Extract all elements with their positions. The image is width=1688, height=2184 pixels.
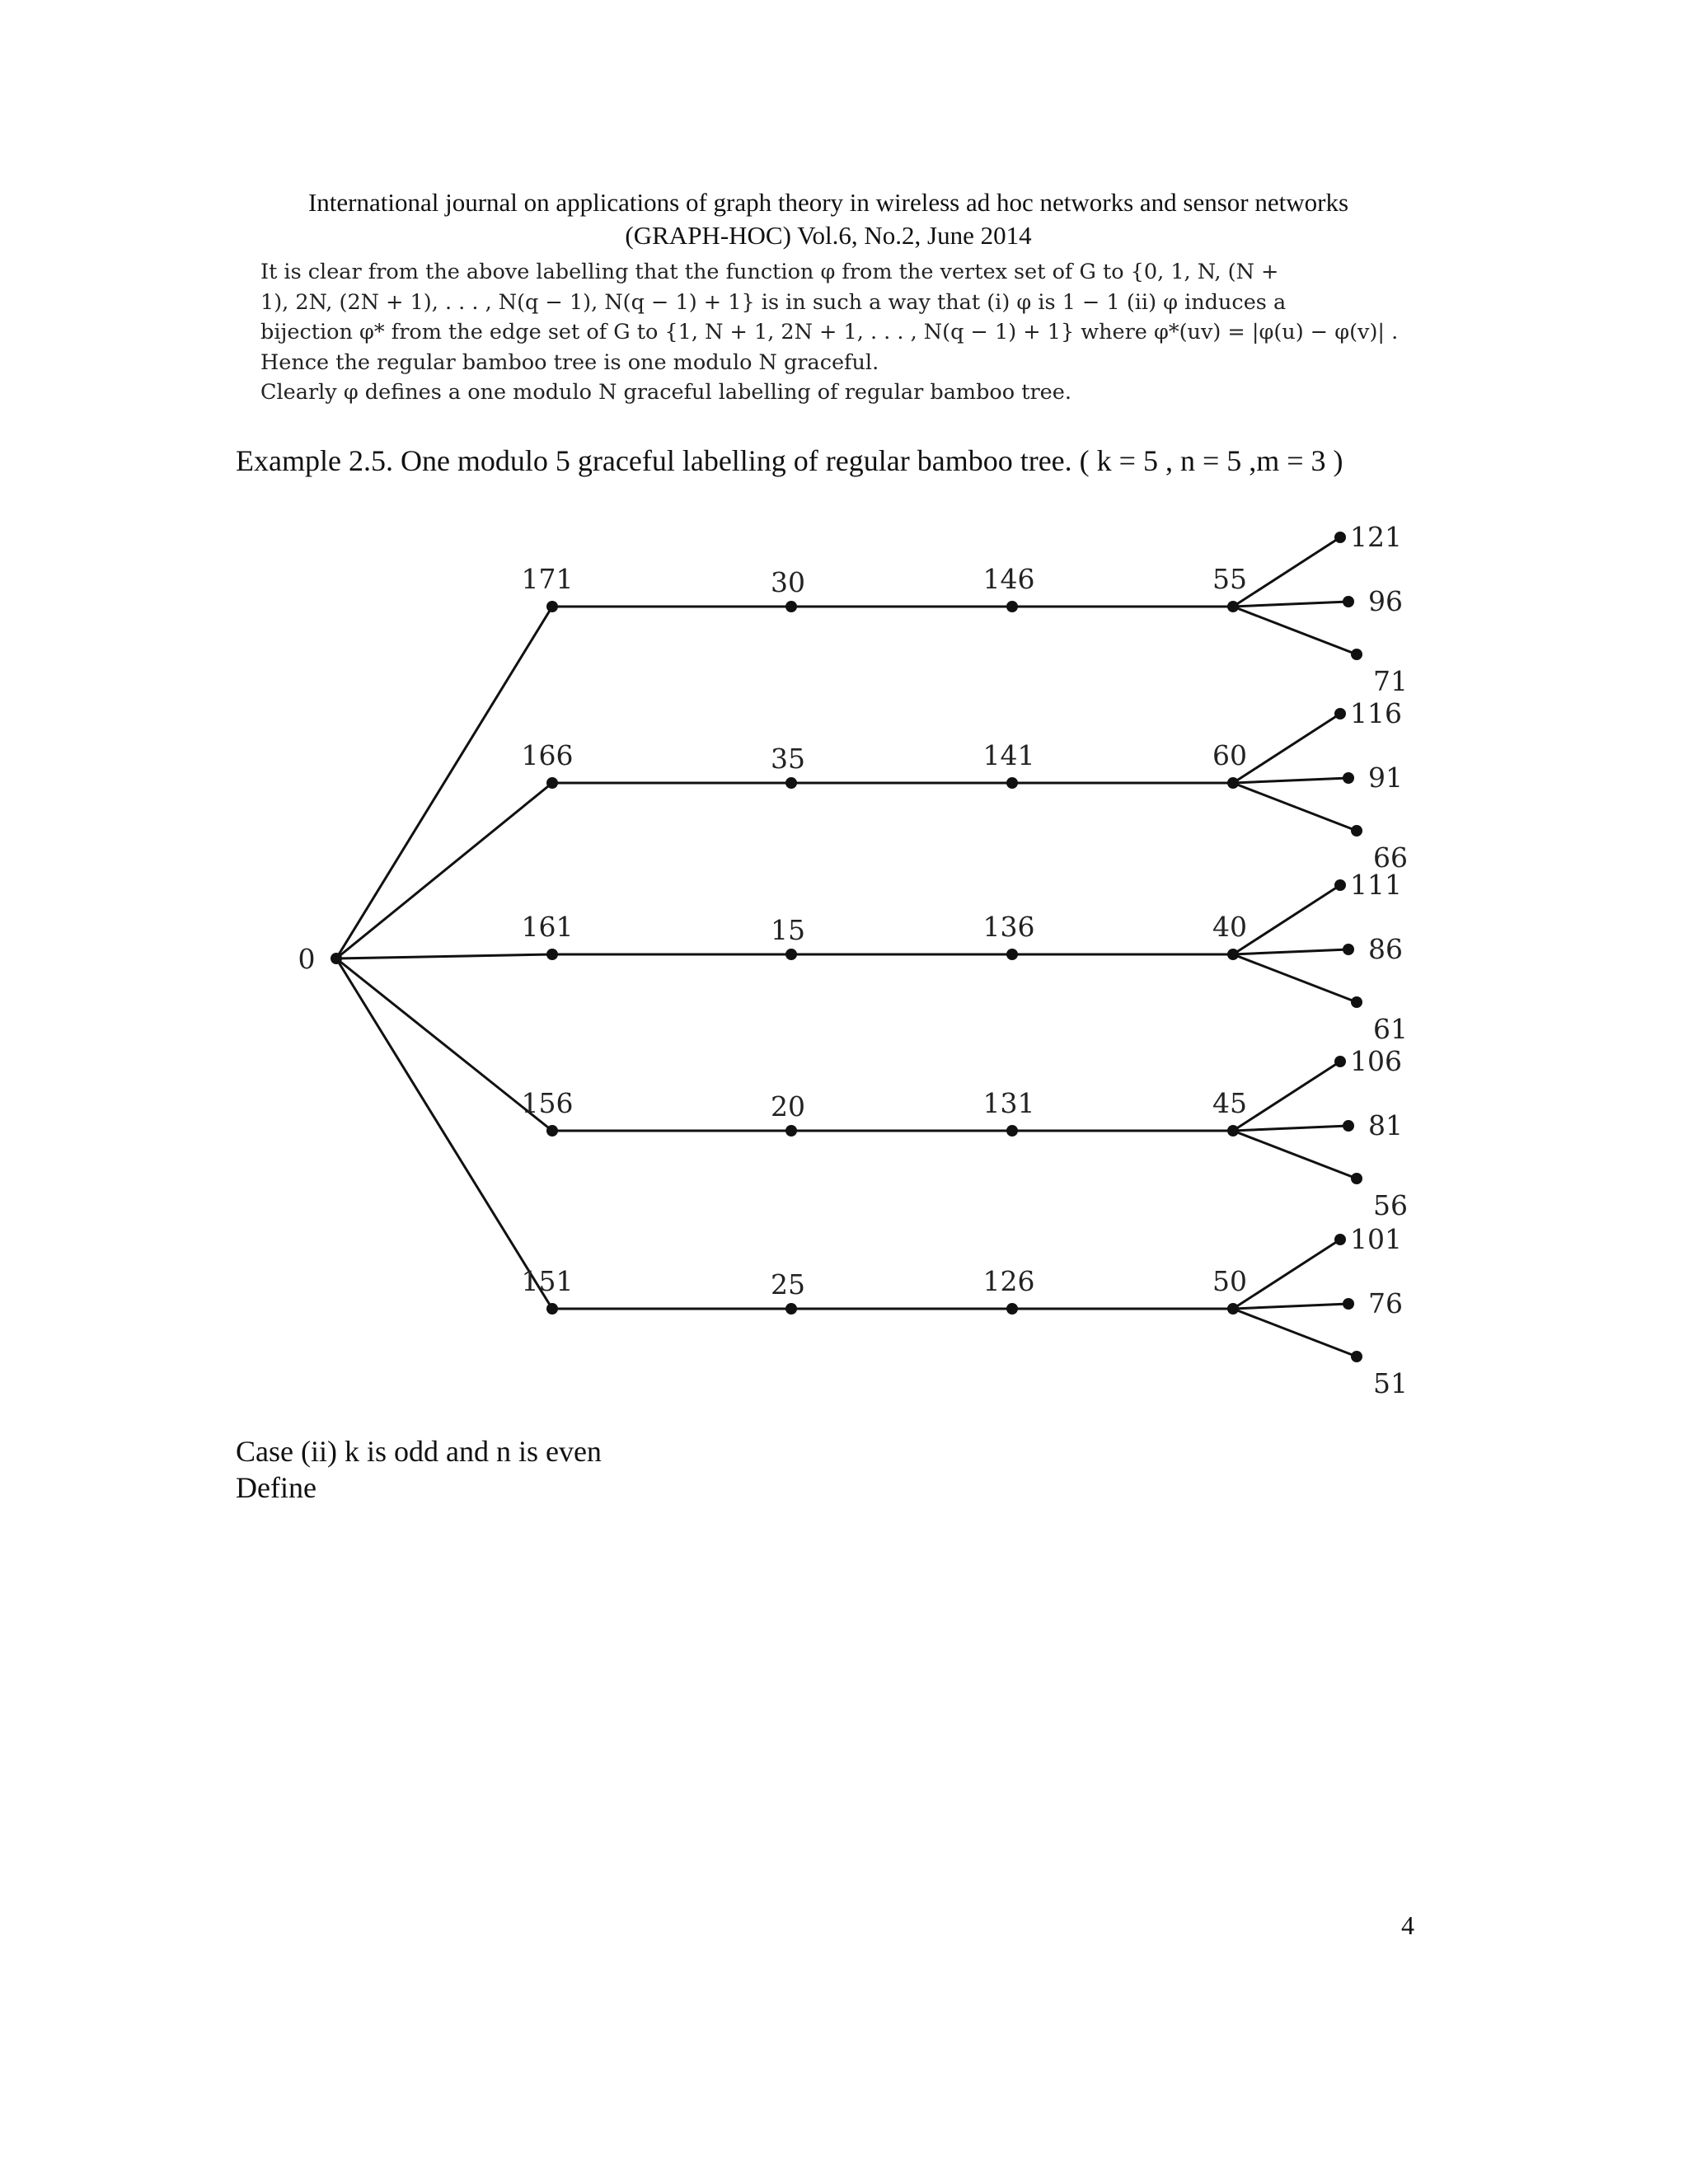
path-vertex-label: 156 [521,1087,574,1119]
path-vertex-label: 151 [521,1265,574,1297]
leaf-vertex-label: 56 [1373,1189,1408,1221]
root-spoke-edge [336,607,552,958]
path-vertex-label: 136 [982,911,1035,943]
root-spoke-edge [336,958,552,1131]
path-vertex [546,1303,558,1315]
path-vertex-label: 141 [982,739,1035,771]
paragraph-line: Hence the regular bamboo tree is one modulo N graceful. [260,349,879,375]
path-vertex-label: 171 [521,563,574,595]
path-vertex [785,777,797,789]
leaf-vertex-label: 121 [1350,521,1402,553]
root-vertex [331,953,342,964]
leaf-vertex [1334,879,1346,891]
case-heading: Case (ii) k is odd and n is even [236,1435,602,1468]
leaf-edge [1233,1131,1357,1179]
example-title: Example 2.5. One modulo 5 graceful labelling of regular bamboo tree. ( k = 5 , n = 5 ,m = 3 ) [236,444,1343,477]
leaf-vertex [1334,1056,1346,1067]
leaf-vertex-label: 116 [1350,697,1402,729]
path-vertex-label: 15 [771,914,805,946]
path-vertex-label: 166 [521,739,574,771]
path-vertex [546,1125,558,1137]
path-vertex [1006,601,1018,612]
path-vertex [1227,1125,1239,1137]
leaf-edge [1233,607,1357,654]
leaf-vertex [1334,708,1346,719]
path-vertex-label: 55 [1212,563,1247,595]
path-vertex-label: 20 [771,1090,805,1122]
leaf-vertex-label: 66 [1373,841,1408,874]
page-number: 4 [1401,1910,1414,1940]
path-vertex [785,1125,797,1137]
leaf-vertex [1351,996,1362,1008]
leaf-vertex [1343,1298,1354,1310]
leaf-vertex-label: 91 [1368,762,1403,794]
leaf-vertex [1343,1120,1354,1132]
leaf-vertex [1351,649,1362,660]
leaf-vertex [1351,1173,1362,1184]
path-vertex [785,601,797,612]
journal-header-line2: (GRAPH-HOC) Vol.6, No.2, June 2014 [625,221,1032,250]
leaf-vertex-label: 71 [1373,665,1408,697]
leaf-vertex-label: 76 [1368,1287,1403,1319]
leaf-edge [1233,602,1348,607]
root-spoke-edge [336,958,552,1309]
path-vertex [1227,777,1239,789]
leaf-edge [1233,1309,1357,1357]
leaf-edge [1233,885,1340,954]
path-vertex-label: 60 [1212,739,1247,771]
leaf-edge [1233,1240,1340,1309]
define-text: Define [236,1471,316,1504]
leaf-vertex [1334,1234,1346,1245]
path-vertex [1227,1303,1239,1315]
path-vertex [1006,949,1018,960]
leaf-vertex-label: 106 [1350,1045,1402,1077]
leaf-vertex-label: 86 [1368,933,1403,965]
leaf-vertex-label: 101 [1350,1223,1402,1255]
path-vertex-label: 40 [1212,911,1247,943]
path-vertex-label: 45 [1212,1087,1247,1119]
path-vertex [1227,601,1239,612]
paragraph-line: 1), 2N, (2N + 1), . . . , N(q − 1), N(q − 1) + 1} is in such a way that (i) φ is 1 − 1 (ii) φ induces a [260,289,1287,315]
journal-header-line1: International journal on applications of graph theory in wireless ad hoc networks and sensor networks [307,188,1349,217]
leaf-vertex [1343,772,1354,784]
path-vertex [1006,1303,1018,1315]
paragraph-line: It is clear from the above labelling that the function φ from the vertex set of G to {0, 1, N, (N + [260,260,1279,284]
root-spoke-edge [336,954,552,958]
leaf-edge [1233,1062,1340,1131]
leaf-vertex [1343,944,1354,955]
path-vertex-label: 30 [771,566,805,598]
path-vertex [1227,949,1239,960]
path-vertex [1006,1125,1018,1137]
leaf-vertex-label: 111 [1350,869,1402,901]
leaf-edge [1233,1126,1348,1131]
leaf-edge [1233,954,1357,1002]
leaf-vertex-label: 96 [1368,585,1403,617]
path-vertex [785,949,797,960]
root-spoke-edge [336,783,552,958]
leaf-vertex [1334,532,1346,543]
path-vertex-label: 161 [521,911,574,943]
leaf-vertex [1351,1351,1362,1362]
leaf-vertex [1351,825,1362,837]
leaf-vertex [1343,596,1354,607]
path-vertex [546,949,558,960]
root-vertex-label: 0 [298,943,316,975]
path-vertex-label: 126 [982,1265,1035,1297]
path-vertex-label: 146 [982,563,1035,595]
leaf-edge [1233,1304,1348,1309]
paragraph-line: Clearly φ defines a one modulo N graceful labelling of regular bamboo tree. [260,380,1071,405]
leaf-edge [1233,714,1340,783]
path-vertex [1006,777,1018,789]
path-vertex [546,601,558,612]
path-vertex-label: 35 [771,743,805,775]
leaf-edge [1233,537,1340,607]
leaf-vertex-label: 61 [1373,1013,1408,1045]
path-vertex [546,777,558,789]
path-vertex-label: 131 [982,1087,1035,1119]
leaf-edge [1233,778,1348,783]
path-vertex-label: 50 [1212,1265,1247,1297]
leaf-edge [1233,949,1348,954]
leaf-vertex-label: 51 [1373,1367,1408,1399]
leaf-vertex-label: 81 [1368,1109,1403,1141]
path-vertex-label: 25 [771,1268,805,1301]
paragraph-line: bijection φ* from the edge set of G to {1, N + 1, 2N + 1, . . . , N(q − 1) + 1} where φ*(uv) = |φ(u) − φ(v)| . [260,320,1399,344]
leaf-edge [1233,783,1357,831]
path-vertex [785,1303,797,1315]
